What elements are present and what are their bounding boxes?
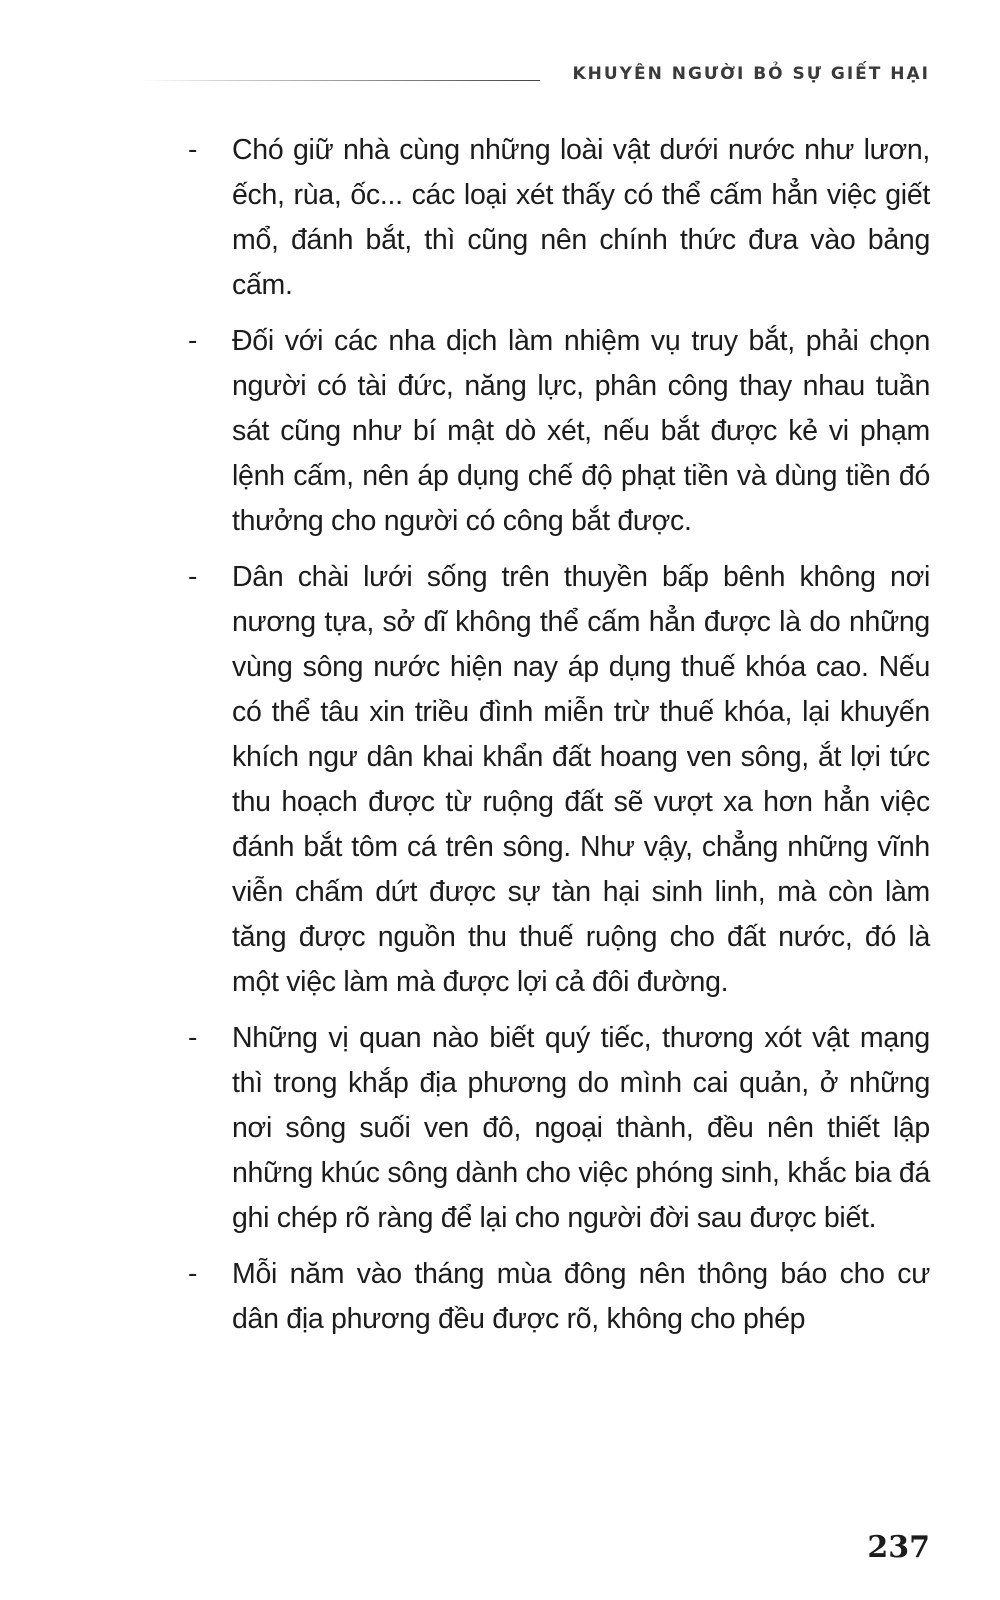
- list-item: [188, 128, 930, 308]
- list-bullet: -: [188, 135, 198, 165]
- list-item: [188, 1016, 930, 1241]
- list-bullet: -: [188, 326, 198, 356]
- list-item-text: Mỗi năm vào tháng mùa đông nên thông báo cho cư dân địa phương đều được rõ, không cho phép: [232, 1258, 930, 1335]
- page-body: [188, 128, 930, 1353]
- header-title: KHUYÊN NGƯỜI BỎ SỰ GIẾT HẠI: [572, 64, 930, 84]
- list-item: [188, 555, 930, 1005]
- list-bullet: -: [188, 562, 198, 592]
- list-item: [188, 319, 930, 544]
- list-item-text: Dân chài lưới sống trên thuyền bấp bênh không nơi nương tựa, sở dĩ không thể cấm hẳn được là do những vùng sông nước hiện nay áp dụng thuế khóa cao. Nếu có thể tâu xin triều đình miễn trừ thuế khóa, lại khuyến khích ngư dân khai khẩn đất hoang ven sông, ắt lợi tức thu hoạch được từ ruộng đất sẽ vượt xa hơn hẳn việc đánh bắt tôm cá trên sông. Như vậy, chẳng những vĩnh viễn chấm dứt được sự tàn hại sinh linh, mà còn làm tăng được nguồn thu thuế ruộng cho đất nước, đó là một việc làm mà được lợi cả đôi đường.: [232, 561, 930, 998]
- header-rule: [140, 80, 540, 81]
- running-header: [140, 58, 930, 88]
- list-item-text: Chó giữ nhà cùng những loài vật dưới nước như lươn, ếch, rùa, ốc... các loại xét thấy có thể cấm hẳn việc giết mổ, đánh bắt, thì cũng nên chính thức đưa vào bảng cấm.: [232, 134, 930, 301]
- list-item: [188, 1252, 930, 1342]
- page-number: 237: [867, 1530, 930, 1565]
- list-item-text: Đối với các nha dịch làm nhiệm vụ truy bắt, phải chọn người có tài đức, năng lực, phân công thay nhau tuần sát cũng như bí mật dò xét, nếu bắt được kẻ vi phạm lệnh cấm, nên áp dụng chế độ phạt tiền và dùng tiền đó thưởng cho người có công bắt được.: [232, 325, 930, 537]
- list-item-text: Những vị quan nào biết quý tiếc, thương xót vật mạng thì trong khắp địa phương do mình cai quản, ở những nơi sông suối ven đô, ngoại thành, đều nên thiết lập những khúc sông dành cho việc phóng sinh, khắc bia đá ghi chép rõ ràng để lại cho người đời sau được biết.: [232, 1022, 930, 1234]
- list-bullet: -: [188, 1259, 198, 1289]
- list-bullet: -: [188, 1023, 198, 1053]
